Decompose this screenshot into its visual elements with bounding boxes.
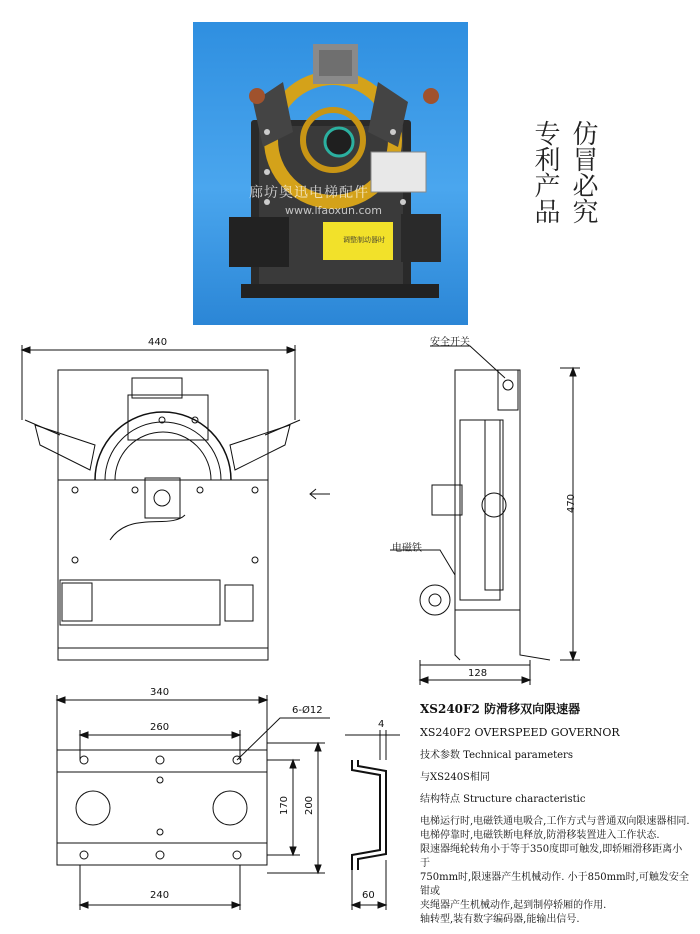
label-electromagnet: 电磁铁 [392, 543, 422, 554]
base-inner-dim: 260 [150, 722, 170, 733]
bracket-width-dim: 60 [362, 890, 375, 901]
structure-line: 限速器绳轮转角小于等于350度即可触发,即轿厢滑移距离小于 [420, 844, 683, 869]
bracket-thickness-dim: 4 [378, 719, 385, 730]
photo-watermark-url: www.lfaoxun.com [285, 204, 382, 217]
structure-line: 750mm时,限速器产生机械动作. 小于850mm时,可触发安全钳或 [420, 872, 689, 897]
photo-watermark: 廊坊奥迅电梯配件 [249, 185, 369, 201]
product-info [420, 700, 690, 927]
slogan-text-right: 仿冒必究 [568, 120, 598, 224]
tech-params-same: 与XS240S相同 [420, 772, 490, 783]
structure-heading: 结构特点 Structure characteristic [420, 794, 586, 805]
structure-line: 夹绳器产生机械动作,起到制停轿厢的作用. [420, 900, 607, 911]
base-bottom-dim: 240 [150, 890, 170, 901]
photo-panel-label: 调整制动器时 [343, 236, 385, 244]
product-title-cn: XS240F2 防滑移双向限速器 [420, 702, 581, 716]
slogan-text-left: 专利产品 [530, 120, 560, 224]
front-width-dim: 440 [148, 337, 168, 348]
base-dim-170: 170 [279, 795, 291, 816]
structure-body [420, 815, 690, 927]
structure-line: 电梯停靠时,电磁铁断电释放,防滑移装置进入工作状态. [420, 830, 660, 841]
tech-params-heading: 技术参数 Technical parameters [420, 750, 573, 761]
side-depth-dim: 128 [468, 668, 488, 679]
structure-line: 轴转型,装有数字编码器,能输出信号. [420, 914, 580, 925]
base-holes-dim: 6-Ø12 [292, 705, 323, 716]
base-dim-200: 200 [304, 795, 316, 816]
bracket-drawing [345, 730, 400, 910]
side-height-dim: 470 [566, 493, 578, 514]
product-title-en: XS240F2 OVERSPEED GOVERNOR [420, 726, 620, 739]
front-view-drawing [22, 345, 300, 660]
side-view-drawing [390, 346, 580, 685]
structure-line: 电梯运行时,电磁铁通电吸合,工作方式与普通双向限速器相同. [420, 816, 690, 827]
base-overall-dim: 340 [150, 687, 170, 698]
label-safety-switch: 安全开关 [430, 337, 470, 348]
